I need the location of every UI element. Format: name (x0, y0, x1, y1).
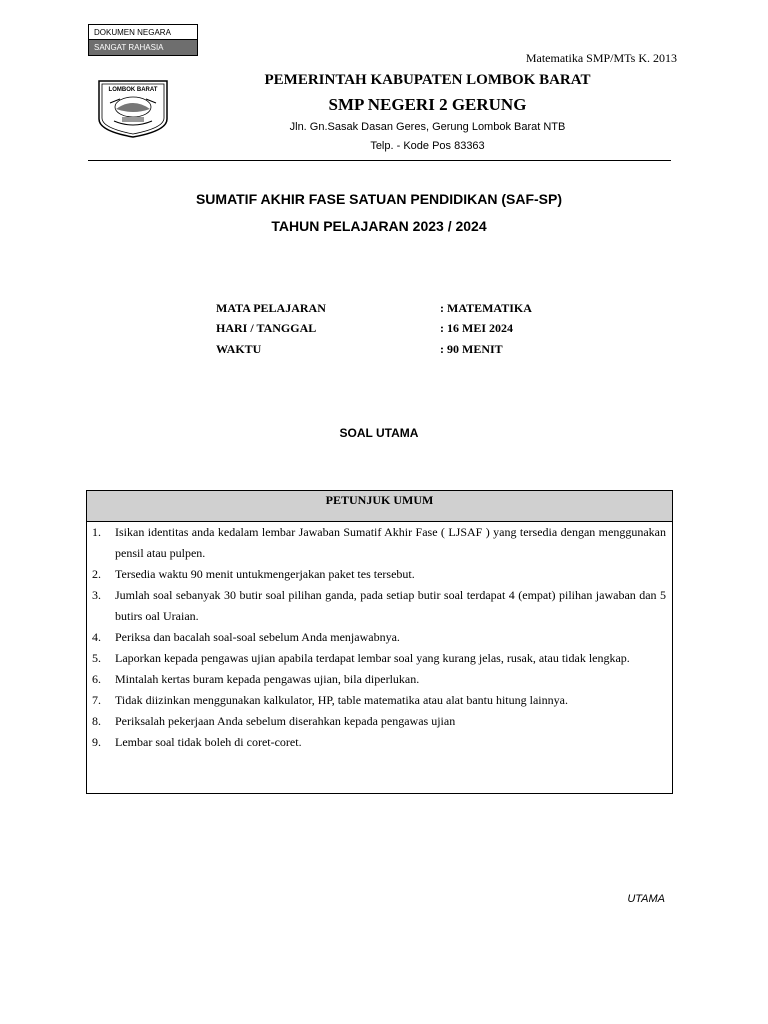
item-number: 8. (92, 714, 101, 728)
curriculum-label: Matematika SMP/MTs K. 2013 (525, 51, 677, 65)
item-number: 2. (92, 567, 101, 581)
list-item (87, 732, 672, 753)
detail-label-date: HARI / TANGGAL (216, 321, 317, 335)
detail-value-date: : 16 MEI 2024 (440, 321, 513, 335)
item-number: 3. (92, 588, 101, 602)
item-text: Isikan identitas anda kedalam lembar Jawaban Sumatif Akhir Fase ( LJSAF ) yang tersedia dengan menggunakan pensil atau pulpen. (115, 525, 666, 560)
header-divider (88, 160, 671, 161)
detail-label-subject: MATA PELAJARAN (216, 301, 326, 315)
instructions-heading: PETUNJUK UMUM (87, 491, 672, 522)
item-number: 4. (92, 630, 101, 644)
school-address: Jln. Gn.Sasak Dasan Geres, Gerung Lombok Barat NTB (289, 121, 566, 133)
list-item (87, 690, 672, 711)
item-text: Tidak diizinkan menggunakan kalkulator, HP, table matematika atau alat bantu hitung lainnya. (115, 693, 568, 707)
classification-stamp (88, 24, 198, 56)
item-text: Mintalah kertas buram kepada pengawas ujian, bila diperlukan. (115, 672, 420, 686)
item-number: 6. (92, 672, 101, 686)
item-number: 9. (92, 735, 101, 749)
exam-title: SUMATIF AKHIR FASE SATUAN PENDIDIKAN (SAF-SP) (195, 191, 563, 207)
list-item (87, 711, 672, 732)
stamp-secret-label: SANGAT RAHASIA (89, 40, 197, 55)
detail-value-duration: : 90 MENIT (440, 342, 503, 356)
list-item (87, 627, 672, 648)
stamp-document-label: DOKUMEN NEGARA (89, 25, 197, 40)
item-text: Jumlah soal sebanyak 30 butir soal pilihan ganda, pada setiap butir soal terdapat 4 (empat) pilihan jawaban dan 5 butirs oal Uraian. (115, 588, 666, 623)
government-name: PEMERINTAH KABUPATEN LOMBOK BARAT (264, 72, 591, 88)
footer-label: UTAMA (627, 893, 665, 905)
school-name: SMP NEGERI 2 GERUNG (328, 95, 527, 114)
list-item (87, 564, 672, 585)
instructions-box (86, 490, 673, 794)
list-item (87, 648, 672, 669)
logo-caption: LOMBOK BARAT (108, 87, 158, 93)
item-text: Lembar soal tidak boleh di coret-coret. (115, 735, 302, 749)
item-text: Tersedia waktu 90 menit untukmengerjakan paket tes tersebut. (115, 567, 415, 581)
item-text: Periksa dan bacalah soal-soal sebelum Anda menjawabnya. (115, 630, 400, 644)
instructions-list (87, 522, 672, 753)
item-text: Laporkan kepada pengawas ujian apabila terdapat lembar soal yang kurang jelas, rusak, atau tidak lengkap. (115, 651, 630, 665)
item-number: 1. (92, 525, 101, 539)
detail-label-duration: WAKTU (216, 342, 262, 356)
school-phone: Telp. - Kode Pos 83363 (370, 140, 485, 152)
list-item (87, 669, 672, 690)
section-title: SOAL UTAMA (339, 426, 419, 440)
list-item (87, 585, 672, 627)
detail-value-subject: : MATEMATIKA (440, 301, 532, 315)
list-item (87, 522, 672, 564)
item-number: 5. (92, 651, 101, 665)
exam-year: TAHUN PELAJARAN 2023 / 2024 (271, 218, 487, 234)
item-text: Periksalah pekerjaan Anda sebelum diserahkan kepada pengawas ujian (115, 714, 456, 728)
item-number: 7. (92, 693, 101, 707)
